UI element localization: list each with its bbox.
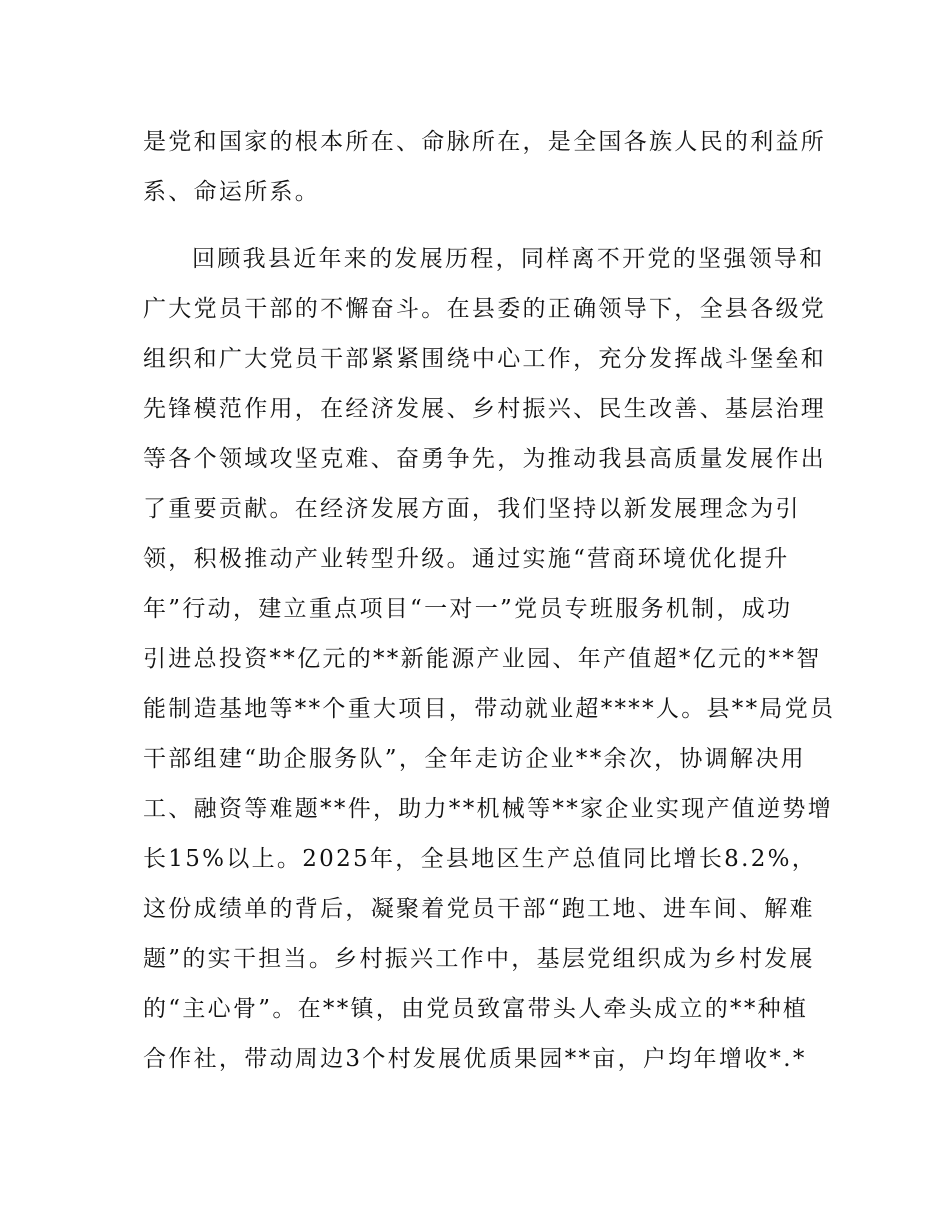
text-line: 领，积极推动产业转型升级。通过实施“营商环境优化提升 [143,546,790,572]
text-line: 系、命运所系。 [143,179,321,205]
text-line: 先锋模范作用，在经济发展、乡村振兴、民生改善、基层治理 [143,396,827,422]
text-line: 合作社，带动周边3个村发展优质果园**亩，户均年增收*.* [143,1046,807,1072]
text-line: 能制造基地等**个重大项目，带动就业超****人。县**局党员 [143,696,836,722]
text-line: 干部组建“助企服务队”，全年走访企业**余次，协调解决用 [143,746,806,772]
text-line: 的“主心骨”。在**镇，由党员致富带头人牵头成立的**种植 [143,996,809,1022]
text-line: 题”的实干担当。乡村振兴工作中，基层党组织成为乡村发展 [143,946,815,972]
text-line: 工、融资等难题**件，助力**机械等**家企业实现产值逆势增 [143,796,833,822]
text-line: 组织和广大党员干部紧紧围绕中心工作，充分发挥战斗堡垒和 [143,346,827,372]
text-line: 引进总投资**亿元的**新能源产业园、年产值超*亿元的**智 [143,646,822,672]
text-line: 年”行动，建立重点项目“一对一”党员专班服务机制，成功 [143,596,793,622]
text-line: 了重要贡献。在经济发展方面，我们坚持以新发展理念为引 [143,496,801,522]
text-line: 回顾我县近年来的发展历程，同样离不开党的坚强领导和 [192,246,825,272]
text-line: 广大党员干部的不懈奋斗。在县委的正确领导下，全县各级党 [143,296,827,322]
text-line: 是党和国家的根本所在、命脉所在，是全国各族人民的利益所 [143,129,827,155]
text-line: 等各个领域攻坚克难、奋勇争先，为推动我县高质量发展作出 [143,446,827,472]
text-line: 长15%以上。2025年，全县地区生产总值同比增长8.2%， [143,846,818,872]
text-line: 这份成绩单的背后，凝聚着党员干部“跑工地、进车间、解难 [143,896,815,922]
